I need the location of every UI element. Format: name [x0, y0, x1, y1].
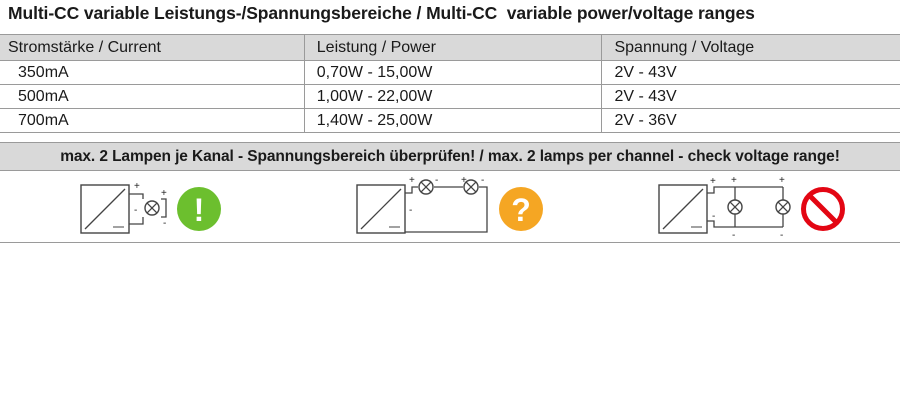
- cell-voltage: 2V - 43V: [602, 85, 900, 109]
- driver-box-icon: [81, 185, 129, 233]
- svg-text:!: !: [193, 192, 205, 228]
- prohibited-icon: [804, 190, 843, 229]
- warning-banner: max. 2 Lampen je Kanal - Spannungsbereich überprüfen! / max. 2 lamps per channel - check voltage range!: [0, 142, 900, 171]
- table-row: [0, 109, 900, 133]
- wiring-diagrams-svg: [0, 171, 900, 243]
- polarity-plus-label: +: [134, 181, 140, 192]
- diagram-two-lamps-series: [357, 175, 543, 233]
- polarity-plus-label: +: [461, 175, 467, 186]
- header-power: Leistung / Power: [304, 35, 602, 61]
- polarity-minus-label: -: [732, 230, 736, 241]
- wiring-diagrams: [0, 171, 900, 243]
- cell-current: 700mA: [0, 109, 304, 133]
- polarity-plus-label: +: [731, 175, 737, 186]
- polarity-minus-label: -: [163, 218, 167, 229]
- polarity-plus-label: +: [409, 175, 415, 186]
- header-current: Stromstärke / Current: [0, 35, 304, 61]
- polarity-minus-label: -: [481, 175, 485, 186]
- exclamation-icon: [177, 187, 221, 231]
- table-row: [0, 85, 900, 109]
- lamp-icon: [728, 200, 742, 214]
- polarity-plus-label: +: [779, 175, 785, 186]
- polarity-minus-label: -: [409, 205, 413, 216]
- cell-current: 350mA: [0, 61, 304, 85]
- polarity-minus-label: -: [712, 211, 716, 222]
- lamp-icon: [776, 200, 790, 214]
- polarity-minus-label: -: [134, 205, 138, 216]
- lamp-icon: [419, 180, 433, 194]
- polarity-minus-label: -: [780, 230, 784, 241]
- driver-box-icon: [659, 185, 707, 233]
- cell-power: 0,70W - 15,00W: [304, 61, 602, 85]
- svg-text:?: ?: [511, 192, 531, 228]
- table-row: [0, 61, 900, 85]
- cell-voltage: 2V - 36V: [602, 109, 900, 133]
- cell-power: 1,00W - 22,00W: [304, 85, 602, 109]
- driver-box-icon: [357, 185, 405, 233]
- polarity-minus-label: -: [435, 175, 439, 186]
- cell-voltage: 2V - 43V: [602, 61, 900, 85]
- table-header-row: [0, 35, 900, 61]
- polarity-plus-label: +: [161, 188, 167, 199]
- cell-power: 1,40W - 25,00W: [304, 109, 602, 133]
- question-icon: [499, 187, 543, 231]
- polarity-plus-label: +: [710, 176, 716, 187]
- spec-table: [0, 34, 900, 133]
- header-voltage: Spannung / Voltage: [602, 35, 900, 61]
- page-title: Multi-CC variable Leistungs-/Spannungsbereiche / Multi-CC variable power/voltage ranges: [8, 3, 755, 23]
- diagram-two-lamps-parallel: [659, 175, 843, 241]
- lamp-icon: [145, 201, 159, 215]
- diagram-single-lamp: [81, 181, 221, 233]
- cell-current: 500mA: [0, 85, 304, 109]
